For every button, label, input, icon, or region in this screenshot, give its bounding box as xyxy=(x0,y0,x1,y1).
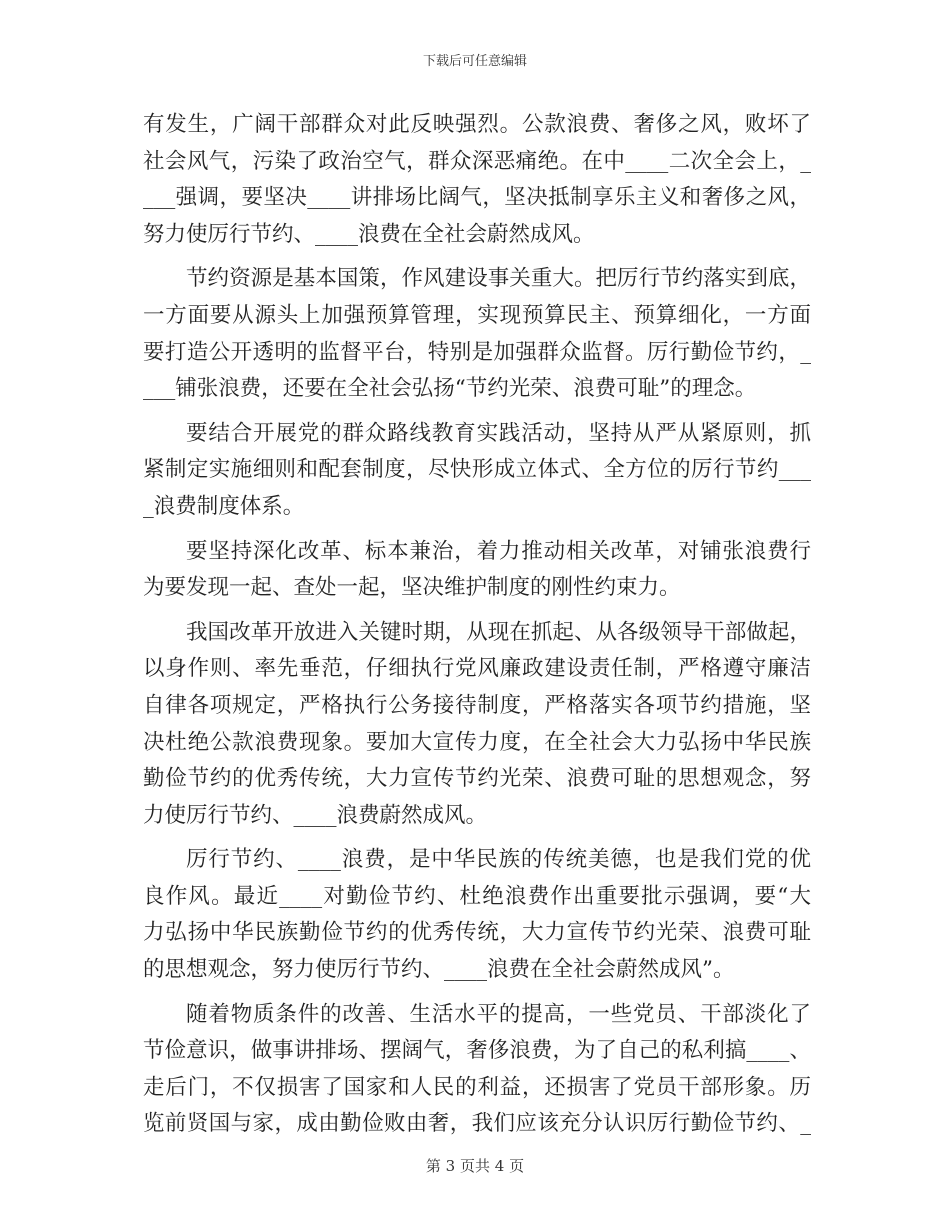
text-line: 力弘扬中华民族勤俭节约的优秀传统，大力宣传节约光荣、浪费可耻 xyxy=(143,920,811,946)
text-line: _浪费制度体系。 xyxy=(143,493,305,519)
text-line: 有发生，广阔干部群众对此反映强烈。公款浪费、奢侈之风，败坏了 xyxy=(143,112,811,137)
paragraph-6 xyxy=(143,842,811,988)
document-body xyxy=(143,107,811,1151)
text-line: 节俭意识，做事讲排场、摆阔气，奢侈浪费，为了自己的私利搞____、 xyxy=(143,1038,811,1064)
text-line: ___强调，要坚决____讲排场比阔气，坚决抵制享乐主义和奢侈之风， xyxy=(143,185,811,211)
text-line: 力使厉行节约、____浪费蔚然成风。 xyxy=(143,802,488,828)
paragraph-1 xyxy=(143,107,811,253)
text-line: 自律各项规定，严格执行公务接待制度，严格落实各项节约措施，坚 xyxy=(143,692,811,718)
page-footer: 第 3 页共 4 页 xyxy=(425,1157,525,1175)
text-line: 览前贤国与家，成由勤俭败由奢，我们应该充分认识厉行勤俭节约、_ xyxy=(143,1111,811,1137)
text-line: 要坚持深化改革、标本兼治，着力推动相关改革，对铺张浪费行 xyxy=(186,538,811,564)
text-line: 良作风。最近____对勤俭节约、杜绝浪费作出重要批示强调，要“大 xyxy=(143,883,811,909)
text-line: 厉行节约、____浪费，是中华民族的传统美德，也是我们党的优 xyxy=(186,847,811,873)
text-line: 要打造公开透明的监督平台，特别是加强群众监督。厉行勤俭节约，_ xyxy=(143,339,811,365)
paragraph-2 xyxy=(143,261,811,407)
text-line: 节约资源是基本国策，作风建设事关重大。把厉行节约落实到底， xyxy=(186,266,811,292)
text-line: 以身作则、率先垂范，仔细执行党风廉政建设责任制，严格遵守廉洁 xyxy=(143,656,811,682)
text-line: 决杜绝公款浪费现象。要加大宣传力度，在全社会大力弘扬中华民族 xyxy=(143,729,811,755)
text-line: 要结合开展党的群众路线教育实践活动，坚持从严从紧原则，抓 xyxy=(186,420,811,446)
text-line: 紧制定实施细则和配套制度，尽快形成立体式、全方位的厉行节约___ xyxy=(143,457,811,483)
paragraph-4 xyxy=(143,534,811,607)
text-line: 的思想观念，努力使厉行节约、____浪费在全社会蔚然成风”。 xyxy=(143,957,735,983)
text-line: 我国改革开放进入关键时期，从现在抓起、从各级领导干部做起， xyxy=(186,619,811,645)
text-line: 一方面要从源头上加强预算管理，实现预算民主、预算细化，一方面 xyxy=(143,302,811,328)
text-line: 随着物质条件的改善、生活水平的提高，一些党员、干部淡化了 xyxy=(186,1001,811,1027)
text-line: 社会风气，污染了政治空气，群众深恶痛绝。在中____二次全会上，_ xyxy=(143,148,811,174)
text-line: 为要发现一起、查处一起，坚决维护制度的刚性约束力。 xyxy=(143,575,681,601)
text-line: 勤俭节约的优秀传统，大力宣传节约光荣、浪费可耻的思想观念，努 xyxy=(143,766,811,792)
text-line: 走后门，不仅损害了国家和人民的利益，还损害了党员干部形象。历 xyxy=(143,1074,811,1100)
page-header: 下载后可任意编辑 xyxy=(422,54,527,69)
paragraph-5 xyxy=(143,615,811,835)
paragraph-3 xyxy=(143,416,811,526)
text-line: ___铺张浪费，还要在全社会弘扬“节约光荣、浪费可耻”的理念。 xyxy=(143,376,757,402)
text-line: 努力使厉行节约、____浪费在全社会蔚然成风。 xyxy=(143,221,595,247)
paragraph-7 xyxy=(143,997,811,1143)
